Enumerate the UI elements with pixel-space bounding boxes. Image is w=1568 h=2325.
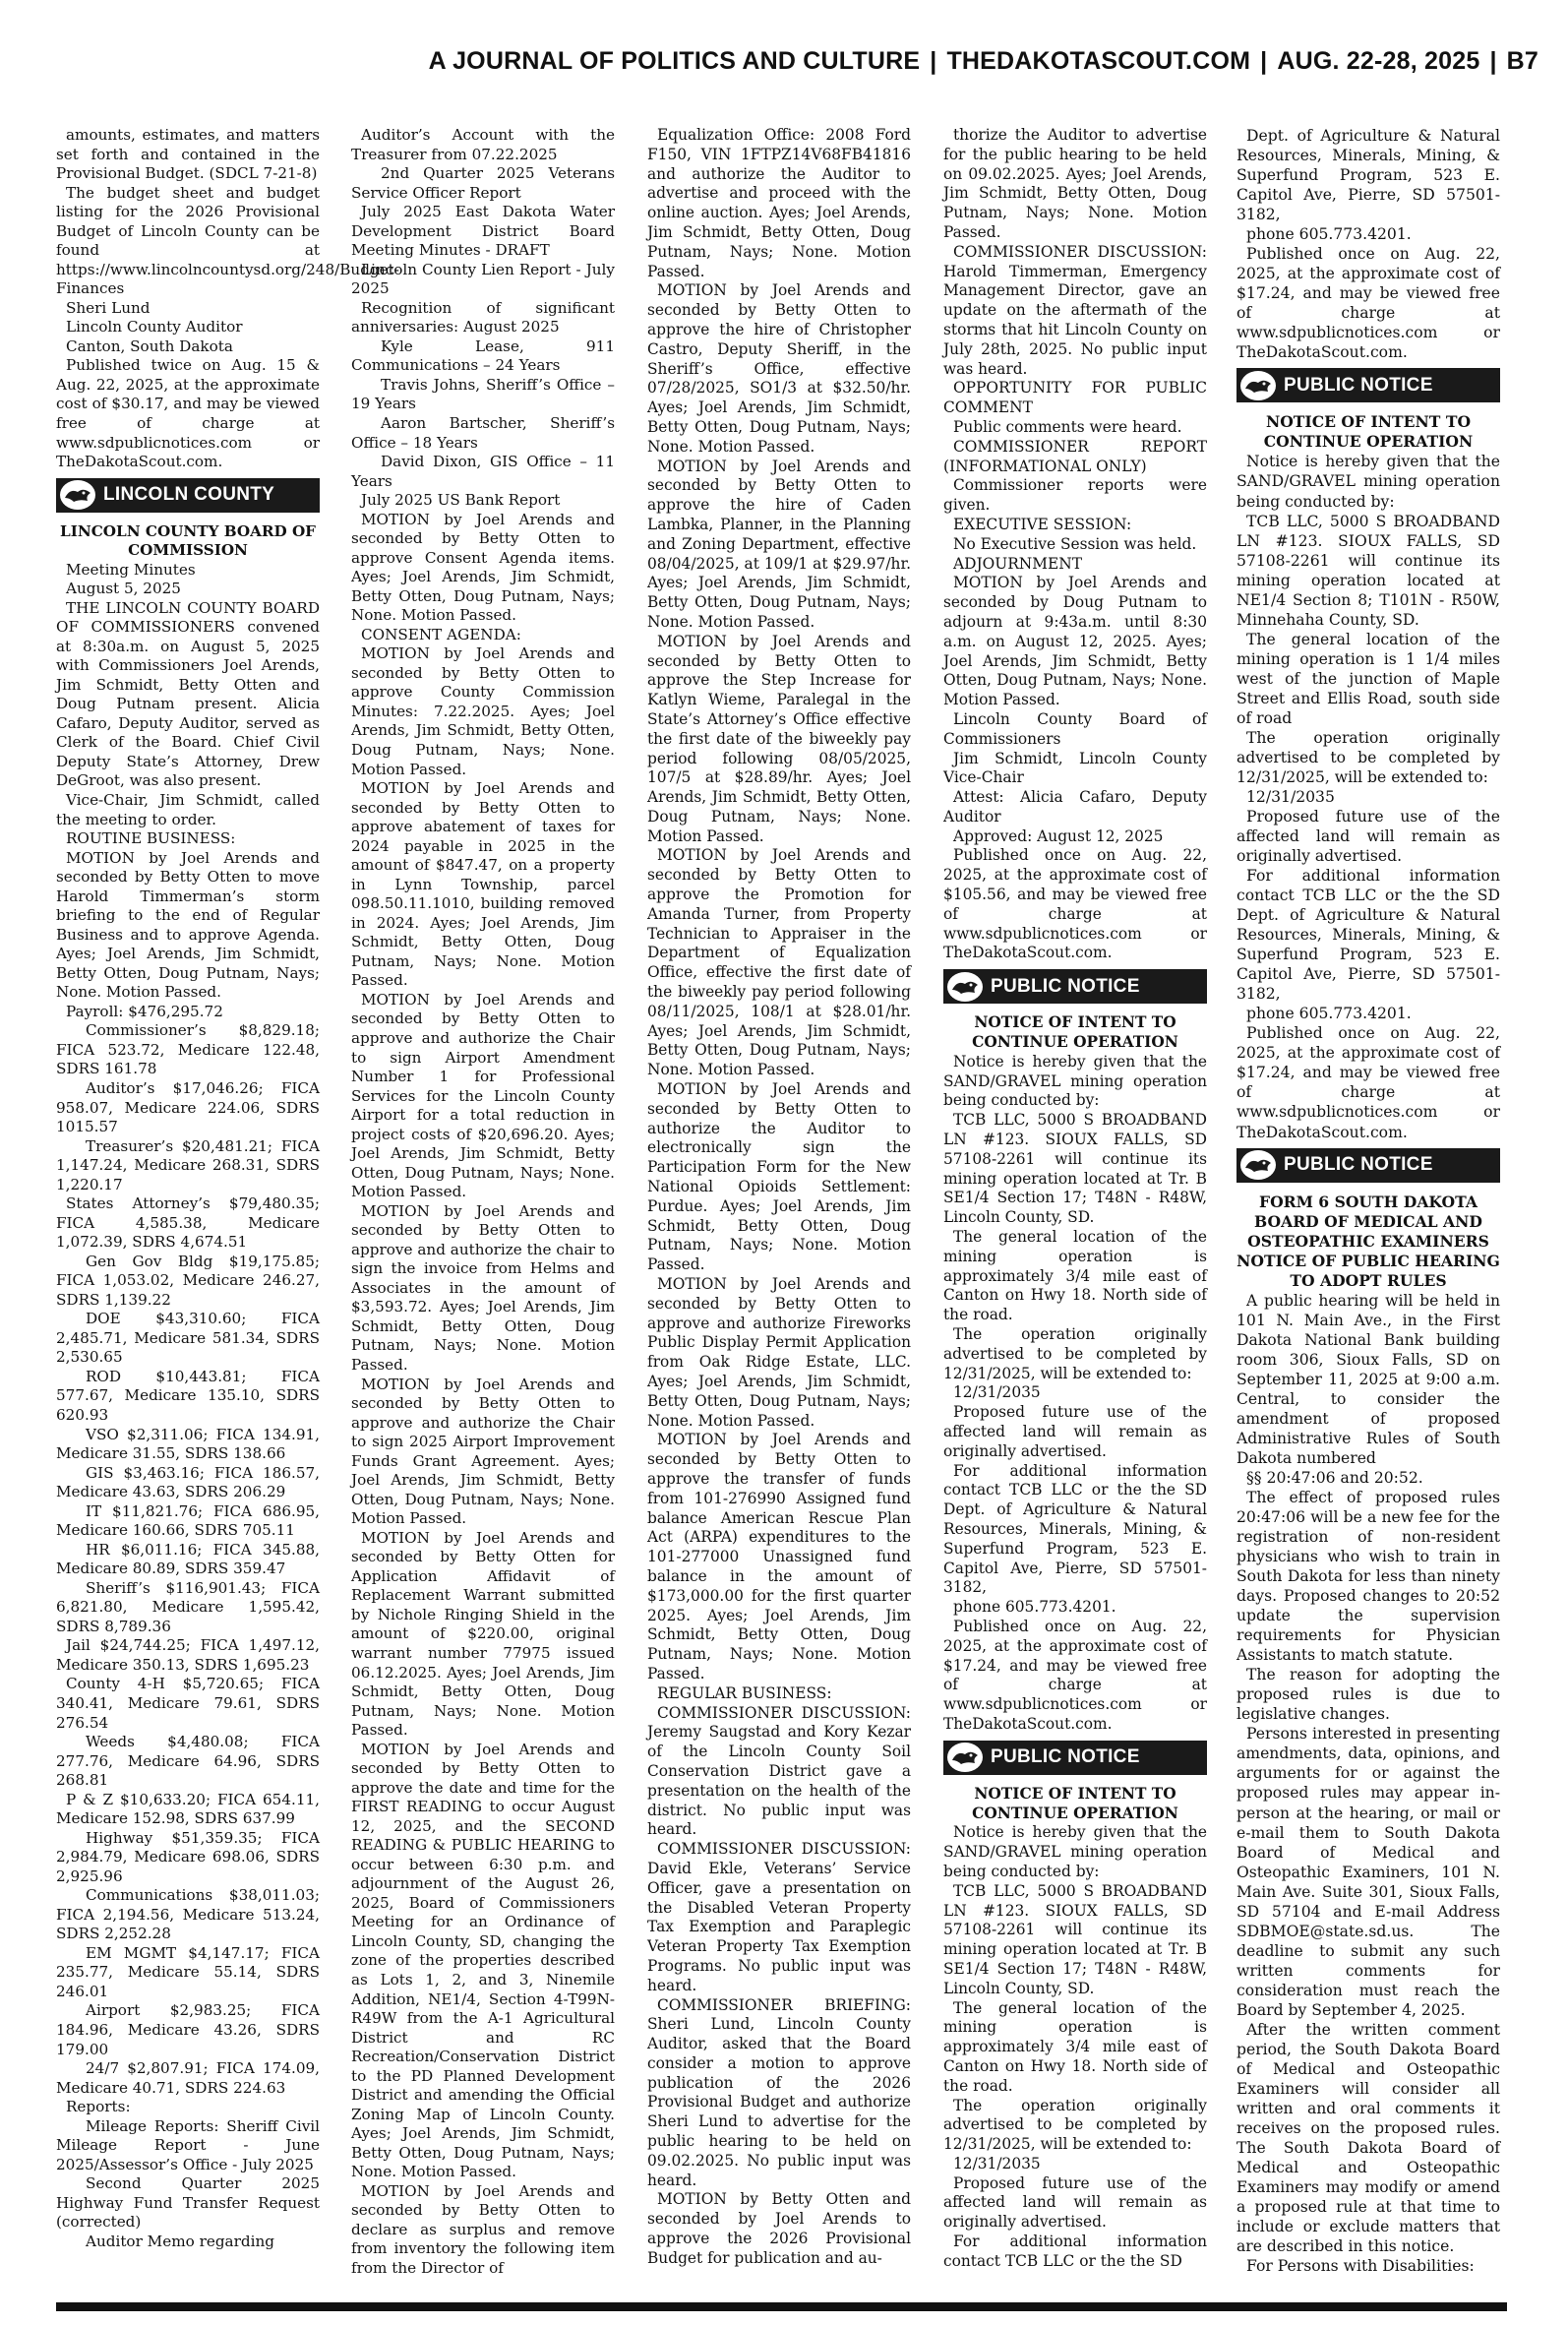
notice-line: ROD $10,443.81; FICA 577.67, Medicare 135.10, SDRS 620.93 (56, 1367, 320, 1424)
notice-paragraph: ROUTINE BUSINESS: (66, 829, 236, 848)
notice-paragraph: Dept. of Agriculture & Natural Resources, Minerals, Mining, & Superfund Program, 523 E. Capitol Ave, Pierre, SD 57501-3182, (1236, 127, 1500, 224)
header-separator: | (1260, 47, 1268, 75)
notice-paragraph: Proposed future use of the affected land will remain as originally advertised. (943, 1403, 1207, 1460)
notice-paragraph: OPPORTUNITY FOR PUBLIC COMMENT (943, 379, 1207, 417)
notice-paragraph: MOTION by Joel Arends and seconded by Betty Otten to approve and authorize the chair to sign the invoice from Helms and Associates in the amount of $3,593.72. Ayes; Joel Arends, Jim Schmidt, Betty Otten, Doug Putnam, Nays; None. Motion Passed. (351, 1201, 615, 1374)
bottom-rule (56, 2302, 1507, 2311)
notice-paragraph: 12/31/2035 (953, 1383, 1041, 1402)
notice-paragraph: Notice is hereby given that the SAND/GRAVEL mining operation being conducted by: (1236, 453, 1500, 511)
notice-line: Second Quarter 2025 Highway Fund Transfer Request (corrected) (56, 2174, 320, 2232)
notice-paragraph: For additional information contact TCB LLC or the the SD Dept. of Agriculture & Natural Resources, Minerals, Mining, & Superfund Program, 523 E. Capitol Ave, Pierre, SD 57501-3182, (1236, 867, 1500, 1004)
publication-tagline: A JOURNAL OF POLITICS AND CULTURE (428, 47, 921, 75)
scout-logo-icon (947, 972, 983, 1002)
notice-paragraph: phone 605.773.4201. (953, 1598, 1116, 1617)
notice-paragraph: July 2025 US Bank Report (361, 491, 561, 510)
notice-paragraph: thorize the Auditor to advertise for the public hearing to be held on 09.02.2025. Ayes; Joel Arends, Jim Schmidt, Betty Otten, Doug Putnam, Nays; None. Motion Passed. (943, 126, 1207, 241)
notice-paragraph: MOTION by Joel Arends and seconded by Betty Otten to approve abatement of taxes for 2024 payable in 2025 in the amount of $847.47, on a property in Lynn Township, parcel 098.50.11.1010, building removed in 2024. Ayes; Joel Arends, Jim Schmidt, Betty Otten, Doug Putnam, Nays; None. Motion Passed. (351, 779, 615, 990)
notice-columns (56, 126, 1507, 2291)
notice-line: Airport $2,983.25; FICA 184.96, Medicare 43.26, SDRS 179.00 (56, 2001, 320, 2058)
column-1 (56, 126, 399, 2291)
notice-paragraph: Jail $24,744.25; FICA 1,497.12, Medicare 350.13, SDRS 1,695.23 (56, 1636, 320, 1674)
section-banner (943, 1741, 1207, 1775)
notice-paragraph: MOTION by Joel Arends and seconded by Betty Otten to approve the Step Increase for Katlyn Wieme, Paralegal in the State’s Attorney’s Office effective the first date of the biweekly pay period following 08/05/2025, 107/5 at $28.89/hr. Ayes; Joel Arends, Jim Schmidt, Betty Otten, Doug Putnam, Nays; None. Motion Passed. (647, 632, 911, 845)
notice-line: Auditor’s $17,046.26; FICA 958.07, Medicare 224.06, SDRS 1015.57 (56, 1078, 320, 1136)
notice-line: 2nd Quarter 2025 Veterans Service Officer Report (351, 164, 615, 202)
notice-paragraph: MOTION by Joel Arends and seconded by Betty Otten for Application Affidavit of Replacement Warrant submitted by Nichole Ringing Shield in the amount of $220.00, original warrant number 77975 issued 06.12.2025. Ayes; Joel Arends, Jim Schmidt, Betty Otten, Doug Putnam, Nays; None. Motion Passed. (351, 1528, 615, 1740)
scout-logo-icon (60, 480, 95, 510)
notice-paragraph: MOTION by Joel Arends and seconded by Betty Otten to approve and authorize the Chair to sign Airport Amendment Number 1 for Professional Services for the Lincoln County Airport for a total reduction in project costs of $20,696.20. Ayes; Joel Arends, Jim Schmidt, Betty Otten, Doug Putnam, Nays; None. Motion Passed. (351, 990, 615, 1201)
notice-paragraph: phone 605.773.4201. (1246, 225, 1412, 244)
notice-paragraph: County 4-H $5,720.65; FICA 340.41, Medicare 79.61, SDRS 276.54 (56, 1675, 320, 1732)
notice-paragraph: Approved: August 12, 2025 (953, 826, 1164, 845)
notice-paragraph: MOTION by Joel Arends and seconded by Betty Otten to approve County Commission Minutes: 7.22.2025. Ayes; Joel Arends, Jim Schmidt, Betty Otten, Doug Putnam, Nays; None. Motion Passed. (351, 644, 615, 778)
notice-paragraph: TCB LLC, 5000 S BROADBAND LN #123. SIOUX FALLS, SD 57108-2261 will continue its mining operation located at NE1/4 Section 8; T101N - R50W, Minnehaha County, SD. (1236, 512, 1500, 629)
scout-logo-icon (947, 1743, 983, 1772)
site-name: THEDAKOTASCOUT.COM (946, 47, 1251, 75)
notice-line: 24/7 $2,807.91; FICA 174.09, Medicare 40.71, SDRS 224.63 (56, 2059, 320, 2097)
notice-line: Mileage Reports: Sheriff Civil Mileage Report - June 2025/Assessor’s Office - July 2025 (56, 2116, 320, 2173)
scout-logo-icon (1240, 371, 1276, 400)
notice-paragraph: MOTION by Joel Arends and seconded by Betty Otten to move Harold Timmerman’s storm briefing to the end of Regular Business and to approve Agenda. Ayes; Joel Arends, Jim Schmidt, Betty Otten, Doug Putnam, Nays; None. Motion Passed. (56, 848, 320, 1002)
notice-paragraph: Published once on Aug. 22, 2025, at the approximate cost of $17.24, and may be viewed free of charge at www.sdpublicnotices.com or TheDakotaScout.com. (1236, 1024, 1500, 1141)
notice-paragraph: No Executive Session was held. (953, 534, 1197, 553)
column-5 (1236, 126, 1500, 2291)
notice-paragraph: COMMISSIONER DISCUSSION: Jeremy Saugstad and Kory Kezar of the Lincoln County Soil Conservation District gave a presentation on the health of the district. No public input was heard. (647, 1703, 911, 1839)
notice-paragraph: Lincoln County Lien Report - July 2025 (351, 260, 615, 298)
notice-paragraph: The budget sheet and budget listing for the 2026 Provisional Budget of Lincoln County can be found at https://www.lincolncountysd.org/248/Budget-Finances (56, 183, 399, 298)
issue-date: AUG. 22-28, 2025 (1277, 47, 1480, 75)
notice-paragraph: Proposed future use of the affected land will remain as originally advertised. (1236, 808, 1500, 866)
notice-line: EM MGMT $4,147.17; FICA 235.77, Medicare 55.14, SDRS 246.01 (56, 1943, 320, 2000)
notice-paragraph: MOTION by Joel Arends and seconded by Betty Otten to approve and authorize Fireworks Public Display Permit Application from Oak Ridge Estate, LLC. Ayes; Joel Arends, Jim Schmidt, Betty Otten, Doug Putnam, Nays; None. Motion Passed. (647, 1275, 911, 1430)
notice-paragraph: REGULAR BUSINESS: (657, 1683, 832, 1702)
notice-paragraph: The general location of the mining operation is approximately 3/4 mile east of Canton on Hwy 18. North side of the road. (943, 1228, 1207, 1324)
notice-heading: NOTICE OF INTENT TO CONTINUE OPERATION (972, 1013, 1178, 1052)
header-separator: | (930, 47, 937, 75)
header-separator: | (1489, 47, 1497, 75)
notice-line: Auditor Memo regarding (86, 2232, 274, 2250)
notice-paragraph: Reports: (66, 2098, 131, 2116)
notice-paragraph: Canton, South Dakota (66, 337, 233, 355)
notice-paragraph: phone 605.773.4201. (1246, 1005, 1412, 1023)
notice-paragraph: The general location of the mining operation is 1 1/4 miles west of the junction of Maple Street and Ellis Road, south side of road (1236, 630, 1500, 727)
section-banner (943, 969, 1207, 1004)
notice-paragraph: THE LINCOLN COUNTY BOARD OF COMMISSIONERS convened at 8:30a.m. on August 5, 2025 with Commissioners Joel Arends, Jim Schmidt, Betty Otten and Doug Putnam present. Alicia Cafaro, Deputy Auditor, served as Clerk of the Board. Chief Civil Deputy State’s Attorney, Drew DeGroot, was also present. (56, 598, 320, 790)
notice-paragraph: The effect of proposed rules 20:47:06 will be a new fee for the registration of non-resident physicians who wish to train in South Dakota for less than ninety days. Proposed changes to 20:52 update the supervision requirements for Physician Assistants to match statute. (1236, 1489, 1500, 1665)
page-number: B7 (1506, 47, 1538, 75)
notice-paragraph: Published twice on Aug. 15 & Aug. 22, 2025, at the approximate cost of $30.17, and may be viewed free of charge at www.sdpublicnotices.com or TheDakotaScout.com. (56, 356, 320, 471)
notice-paragraph: Notice is hereby given that the SAND/GRAVEL mining operation being conducted by: (943, 1052, 1207, 1110)
notice-paragraph: amounts, estimates, and matters set forth and contained in the Provisional Budget. (SDCL 7-21-8) (56, 126, 320, 183)
notice-paragraph: Recognition of significant anniversaries: August 2025 (351, 298, 615, 337)
notice-paragraph: Commissioner reports were given. (943, 476, 1207, 515)
column-4 (943, 126, 1207, 2291)
column-3 (647, 126, 911, 2291)
notice-paragraph: Lincoln County Board of Commissioners (943, 709, 1207, 748)
notice-line: Weeds $4,480.08; FICA 277.76, Medicare 64.96, SDRS 268.81 (56, 1733, 320, 1790)
notice-paragraph: Lincoln County Auditor (66, 318, 243, 337)
notice-paragraph: TCB LLC, 5000 S BROADBAND LN #123. SIOUX FALLS, SD 57108-2261 will continue its mining operation located at Tr. B SE1/4 Section 17; T48N - R48W, Lincoln County, SD. (943, 1111, 1207, 1227)
notice-paragraph: Published once on Aug. 22, 2025, at the approximate cost of $17.24, and may be viewed free of charge at www.sdpublicnotices.com or TheDakotaScout.com. (943, 1617, 1207, 1733)
notice-paragraph: Auditor’s Account with the Treasurer from 07.22.2025 (351, 126, 615, 163)
notice-paragraph: Jim Schmidt, Lincoln County Vice-Chair (943, 749, 1207, 787)
notice-paragraph: MOTION by Joel Arends and seconded by Betty Otten to approve Consent Agenda items. Ayes; Joel Arends, Jim Schmidt, Betty Otten, Doug Putnam, Nays; None. Motion Passed. (351, 510, 615, 625)
section-banner (1236, 1148, 1500, 1183)
scout-logo-icon (1240, 1150, 1276, 1180)
notice-line: David Dixon, GIS Office – 11 Years (351, 453, 615, 490)
notice-heading: FORM 6 SOUTH DAKOTA BOARD OF MEDICAL AND OSTEOPATHIC EXAMINERS NOTICE OF PUBLIC HEARING TO ADOPT RULES (1236, 1192, 1500, 1290)
notice-paragraph: COMMISSIONER REPORT (INFORMATIONAL ONLY) (943, 437, 1207, 475)
notice-paragraph: P & Z $10,633.20; FICA 654.11, Medicare 152.98, SDRS 637.99 (56, 1790, 320, 1828)
notice-line: Highway $51,359.35; FICA 2,984.79, Medicare 698.06, SDRS 2,925.96 (56, 1828, 320, 1885)
notice-paragraph: MOTION by Joel Arends and seconded by Betty Otten to approve and authorize the Chair to sign 2025 Airport Improvement Funds Grant Agreement. Ayes; Joel Arends, Jim Schmidt, Betty Otten, Doug Putnam, Nays; None. Motion Passed. (351, 1375, 615, 1528)
notice-paragraph: ADJOURNMENT (953, 554, 1082, 573)
notice-paragraph: 12/31/2035 (953, 2154, 1041, 2172)
notice-paragraph: Notice is hereby given that the SAND/GRAVEL mining operation being conducted by: (943, 1823, 1207, 1880)
notice-paragraph: MOTION by Joel Arends and seconded by Betty Otten to approve the Promotion for Amanda Turner, from Property Technician to Appraiser in the Department of Equalization Office, effective the first date of the biweekly pay period following 08/11/2025, 108/1 at $28.01/hr. Ayes; Joel Arends, Jim Schmidt, Betty Otten, Doug Putnam, Nays; None. Motion Passed. (647, 846, 911, 1079)
notice-paragraph: States Attorney’s $79,480.35; FICA 4,585.38, Medicare 1,072.39, SDRS 4,674.51 (56, 1194, 320, 1252)
section-banner-label: PUBLIC NOTICE (991, 1746, 1140, 1768)
notice-paragraph: The reason for adopting the proposed rules is due to legislative changes. (1236, 1666, 1500, 1724)
notice-paragraph: Published once on Aug. 22, 2025, at the approximate cost of $105.56, and may be viewed free of charge at www.sdpublicnotices.com or TheDakotaScout.com. (943, 846, 1207, 962)
notice-paragraph: MOTION by Joel Arends and seconded by Betty Otten to approve the date and time for the FIRST READING to occur August 12, 2025, and the SECOND READING & PUBLIC HEARING to occur between 6:30 p.m. and adjournment of the August 26, 2025, Board of Commissioners Meeting for an Ordinance of Lincoln County, SD, changing the zone of the properties described as Lots 1, 2, and 3, Ninemile Addition, NE1/4, Section 4-T99N-R49W from the A-1 Agricultural District and RC Recreation/Conservation District to the PD Planned Development District and amending the Official Zoning Map of Lincoln County. Ayes; Joel Arends, Jim Schmidt, Betty Otten, Doug Putnam, Nays; None. Motion Passed. (351, 1740, 615, 2181)
notice-paragraph: CONSENT AGENDA: (361, 625, 521, 643)
notice-paragraph: The operation originally advertised to be completed by 12/31/2025, will be extended to: (1236, 728, 1500, 786)
notice-line: Sheriff’s $116,901.43; FICA 6,821.80, Medicare 1,595.42, SDRS 8,789.36 (56, 1578, 320, 1635)
notice-line: Communications $38,011.03; FICA 2,194.56, Medicare 513.24, SDRS 2,252.28 (56, 1886, 320, 1943)
notice-line: Treasurer’s $20,481.21; FICA 1,147.24, Medicare 268.31, SDRS 1,220.17 (56, 1136, 320, 1193)
section-banner-label: PUBLIC NOTICE (1284, 374, 1433, 396)
notice-line: IT $11,821.76; FICA 686.95, Medicare 160.66, SDRS 705.11 (56, 1501, 320, 1540)
notice-paragraph: For additional information contact TCB LLC or the the SD Dept. of Agriculture & Natural Resources, Minerals, Mining, & Superfund Program, 523 E. Capitol Ave, Pierre, SD 57501-3182, (943, 1461, 1207, 1597)
column-2 (351, 126, 615, 2291)
notice-paragraph: MOTION by Joel Arends and seconded by Betty Otten to approve the hire of Christopher Castro, Deputy Sheriff, in the Sheriff’s Office, effective 07/28/2025, SO1/3 at $32.50/hr. Ayes; Joel Arends, Jim Schmidt, Betty Otten, Doug Putnam, Nays; None. Motion Passed. (647, 281, 911, 456)
notice-paragraph: MOTION by Joel Arends and seconded by Betty Otten to approve the hire of Caden Lambka, Planner, in the Planning and Zoning Department, effective 08/04/2025, at 109/1 at $29.97/hr. Ayes; Joel Arends, Jim Schmidt, Betty Otten, Doug Putnam, Nays; None. Motion Passed. (647, 457, 911, 631)
notice-heading: NOTICE OF INTENT TO CONTINUE OPERATION (972, 1784, 1178, 1822)
notice-paragraph: Meeting Minutes (66, 560, 196, 579)
notice-paragraph: MOTION by Betty Otten and seconded by Joel Arends to approve the 2026 Provisional Budget for publication and au- (647, 2190, 911, 2267)
notice-paragraph: Proposed future use of the affected land will remain as originally advertised. (943, 2173, 1207, 2232)
notice-paragraph: 12/31/2035 (1246, 787, 1335, 806)
notice-paragraph: After the written comment period, the South Dakota Board of Medical and Osteopathic Examiners will consider all written and oral comments it receives on the proposed rules. The South Dakota Board of Medical and Osteopathic Examiners may modify or amend a proposed rule at that time to include or exclude matters that are described in this notice. (1236, 2020, 1500, 2256)
notice-paragraph: MOTION by Joel Arends and seconded by Betty Otten to approve the transfer of funds from 101-276990 Assigned fund balance American Rescue Plan Act (ARPA) expenditures to the 101-277000 Unassigned fund balance in the amount of $173,000.00 for the first quarter 2025. Ayes; Joel Arends, Jim Schmidt, Betty Otten, Doug Putnam, Nays; None. Motion Passed. (647, 1431, 911, 1683)
notice-paragraph: The operation originally advertised to be completed by 12/31/2025, will be extended to: (943, 2096, 1207, 2154)
notice-heading: LINCOLN COUNTY BOARD OF COMMISSION (60, 521, 316, 560)
notice-paragraph: Attest: Alicia Cafaro, Deputy Auditor (943, 788, 1207, 826)
notice-paragraph: MOTION by Joel Arends and seconded by Doug Putnam to adjourn at 9:43a.m. until 8:30 a.m. on August 12, 2025. Ayes; Joel Arends, Jim Schmidt, Betty Otten, Doug Putnam, Nays; None. Motion Passed. (943, 574, 1207, 709)
notice-paragraph: EXECUTIVE SESSION: (953, 515, 1132, 533)
section-banner (56, 478, 320, 513)
notice-line: HR $6,011.16; FICA 345.88, Medicare 80.89, SDRS 359.47 (56, 1540, 320, 1578)
section-banner-label: LINCOLN COUNTY (103, 483, 275, 505)
notice-paragraph: For Persons with Disabilities: (1246, 2257, 1475, 2276)
notice-line: Aaron Bartscher, Sheriff’s Office – 18 Years (351, 413, 615, 452)
notice-paragraph: COMMISSIONER BRIEFING: Sheri Lund, Lincoln County Auditor, asked that the Board consider a motion to approve publication of the 2026 Provisional Budget and authorize Sheri Lund to advertise for the public hearing to be held on 09.02.2025. No public input was heard. (647, 1995, 911, 2189)
notice-paragraph: The general location of the mining operation is approximately 3/4 mile east of Canton on Hwy 18. North side of the road. (943, 1998, 1207, 2095)
notice-paragraph: Persons interested in presenting amendments, data, opinions, and arguments for or against the proposed rules may appear in-person at the hearing, or mail or e-mail them to South Dakota Board of Medical and Osteopathic Examiners, 101 N. Main Ave. Suite 301, Sioux Falls, SD 57104 and E-mail Address SDBMOE@state.sd.us. The deadline to submit any such written comments for consideration must reach the Board by September 4, 2025. (1236, 1725, 1500, 2019)
notice-heading: NOTICE OF INTENT TO CONTINUE OPERATION (1263, 412, 1474, 452)
notice-line: Kyle Lease, 911 Communications – 24 Years (351, 337, 615, 375)
notice-paragraph: MOTION by Joel Arends and seconded by Betty Otten to authorize the Auditor to electronically sign the Participation Form for the New National Opioids Settlement: Purdue. Ayes; Joel Arends, Jim Schmidt, Betty Otten, Doug Putnam, Nays; None. Motion Passed. (647, 1080, 911, 1274)
notice-paragraph: COMMISSIONER DISCUSSION: David Ekle, Veterans’ Service Officer, gave a presentation on the Disabled Veteran Property Tax Exemption and Paraplegic Veteran Property Tax Exemption Programs. No public input was heard. (647, 1840, 911, 1994)
notice-paragraph: COMMISSIONER DISCUSSION: Harold Timmerman, Emergency Management Director, gave an update on the aftermath of the storms that hit Lincoln County on July 28th, 2025. No public input was heard. (943, 242, 1207, 378)
notice-paragraph: Equalization Office: 2008 Ford F150, VIN 1FTPZ14V68FB41816 and authorize the Auditor to advertise and proceed with the online auction. Ayes; Joel Arends, Jim Schmidt, Betty Otten, Doug Putnam, Nays; None. Motion Passed. (647, 126, 911, 280)
notice-paragraph: Published once on Aug. 22, 2025, at the approximate cost of $17.24, and may be viewed free of charge at www.sdpublicnotices.com or TheDakotaScout.com. (1236, 245, 1500, 362)
notice-paragraph: Sheri Lund (66, 298, 151, 317)
page-header (59, 47, 1538, 87)
notice-paragraph: TCB LLC, 5000 S BROADBAND LN #123. SIOUX FALLS, SD 57108-2261 will continue its mining operation located at Tr. B SE1/4 Section 17; T48N - R48W, Lincoln County, SD. (943, 1881, 1207, 1997)
section-banner-label: PUBLIC NOTICE (991, 975, 1140, 997)
notice-paragraph: August 5, 2025 (66, 580, 181, 598)
notice-paragraph: Public comments were heard. (953, 417, 1182, 436)
notice-line: VSO $2,311.06; FICA 134.91, Medicare 31.55, SDRS 138.66 (56, 1425, 320, 1463)
notice-paragraph: §§ 20:47:06 and 20:52. (1246, 1468, 1423, 1487)
notice-line: Travis Johns, Sheriff’s Office – 19 Years (351, 375, 615, 413)
notice-paragraph: The operation originally advertised to be completed by 12/31/2025, will be extended to: (943, 1325, 1207, 1382)
notice-line: Commissioner’s $8,829.18; FICA 523.72, Medicare 122.48, SDRS 161.78 (56, 1021, 320, 1078)
notice-paragraph: For additional information contact TCB LLC or the the SD (943, 2233, 1207, 2270)
section-banner-label: PUBLIC NOTICE (1284, 1153, 1433, 1175)
notice-line: Gen Gov Bldg $19,175.85; FICA 1,053.02, Medicare 246.27, SDRS 1,139.22 (56, 1252, 320, 1309)
notice-paragraph: July 2025 East Dakota Water Development District Board Meeting Minutes - DRAFT (351, 203, 615, 260)
notice-line: DOE $43,310.60; FICA 2,485.71, Medicare 581.34, SDRS 2,530.65 (56, 1310, 320, 1367)
section-banner (1236, 368, 1500, 402)
notice-paragraph: A public hearing will be held in 101 N. Main Ave., in the First Dakota National Bank building room 306, Sioux Falls, SD on September 11, 2025 at 9:00 a.m. Central, to consider the amendment of proposed Administrative Rules of South Dakota numbered (1236, 1291, 1500, 1467)
notice-paragraph: Payroll: $476,295.72 (66, 1002, 223, 1020)
notice-paragraph: MOTION by Joel Arends and seconded by Betty Otten to declare as surplus and remove from inventory the following item from the Director of (351, 2181, 615, 2277)
notice-line: GIS $3,463.16; FICA 186.57, Medicare 43.63, SDRS 206.29 (56, 1463, 320, 1501)
notice-paragraph: Vice-Chair, Jim Schmidt, called the meeting to order. (56, 791, 320, 828)
